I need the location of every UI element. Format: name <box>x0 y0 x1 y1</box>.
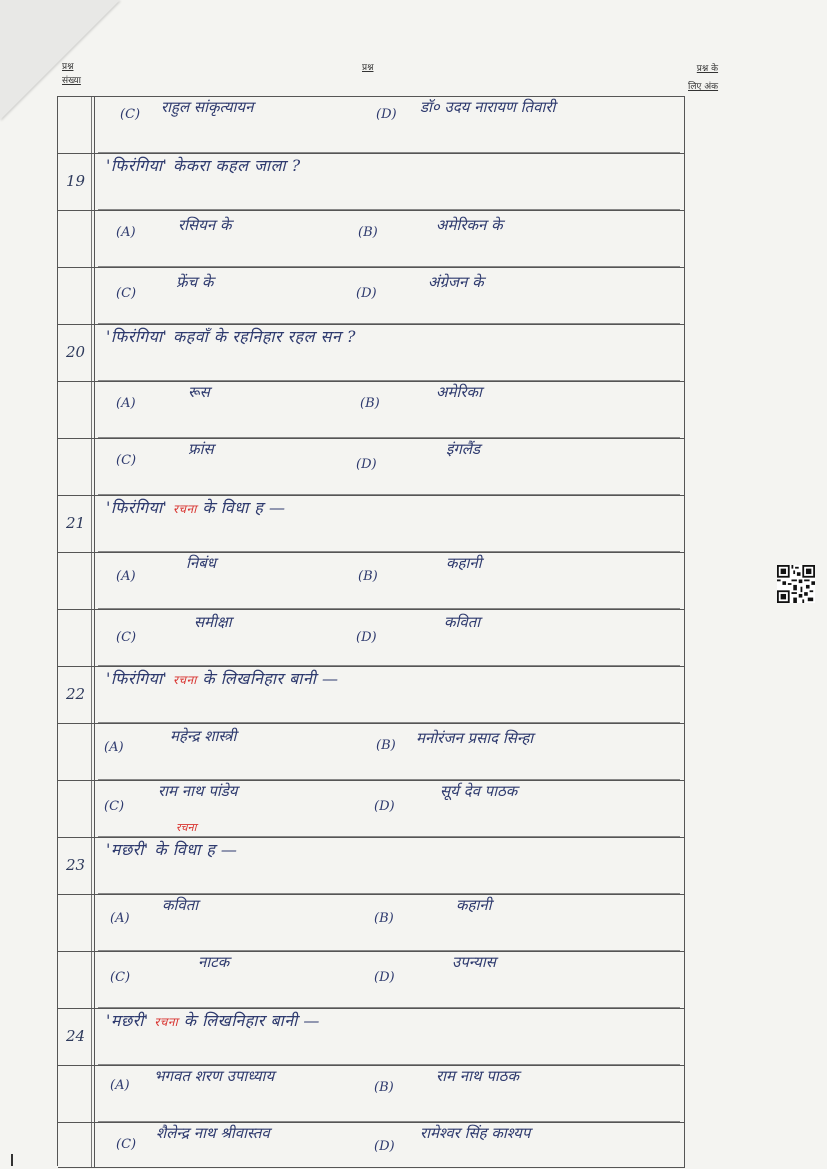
question-part: 'मछरी' <box>106 1011 149 1030</box>
question-part: के लिखनिहार बानी — <box>183 1011 320 1030</box>
question-number: 24 <box>66 1027 86 1045</box>
question-part: 'फिरंगिया' <box>106 498 168 517</box>
option-label: (D) <box>356 457 377 472</box>
number-cell <box>58 781 95 838</box>
number-cell <box>58 1066 95 1123</box>
question-number: 21 <box>66 514 86 532</box>
option-label: (A) <box>116 225 136 240</box>
question-text: 'मछरी' के विधा ह — <box>106 840 238 859</box>
option-label: (D) <box>374 799 395 814</box>
table-row <box>58 210 685 268</box>
table-row <box>58 1122 685 1168</box>
option-text: राम नाथ पांडेय <box>158 782 238 800</box>
table-row <box>58 96 685 154</box>
option-label: (A) <box>110 911 130 926</box>
number-cell <box>58 952 95 1009</box>
table-row <box>58 894 685 952</box>
red-correction: रचना <box>176 821 197 834</box>
number-cell <box>58 553 95 610</box>
option-label: (C) <box>110 970 131 985</box>
table-row <box>58 153 685 211</box>
option-text: अमेरिका <box>436 383 482 401</box>
option-label: (B) <box>358 225 378 240</box>
option-label: (B) <box>376 738 396 753</box>
number-cell <box>58 97 95 154</box>
table-row <box>58 609 685 667</box>
table-row <box>58 381 685 439</box>
red-correction: रचना <box>154 1015 179 1029</box>
option-label: (D) <box>356 286 377 301</box>
option-text: रसियन के <box>178 216 232 234</box>
option-text: सूर्य देव पाठक <box>440 782 518 800</box>
table-row <box>58 495 685 553</box>
option-text: कविता <box>162 896 199 914</box>
header-marks-line1: प्रश्न के <box>696 64 719 74</box>
number-cell <box>58 382 95 439</box>
question-number: 19 <box>66 172 86 190</box>
header-question: प्रश्न <box>362 63 374 73</box>
table-row <box>58 324 685 382</box>
number-cell <box>58 439 95 496</box>
table-row <box>58 821 685 895</box>
question-number: 22 <box>66 685 86 703</box>
header-num-line2: संख्या <box>62 76 81 86</box>
header-question-number <box>62 60 81 88</box>
option-label: (D) <box>374 1139 395 1154</box>
option-label: (B) <box>360 396 380 411</box>
option-text: मनोरंजन प्रसाद सिन्हा <box>416 729 534 747</box>
question-part: 'फिरंगिया' <box>106 669 168 688</box>
question-text: 'फिरंगिया' कहवाँ के रहनिहार रहल सन ? <box>106 327 356 346</box>
question-table <box>57 96 684 1166</box>
table-row <box>58 267 685 325</box>
option-text: फ्रांस <box>188 440 214 458</box>
table-row <box>58 1065 685 1123</box>
option-text: कहानी <box>446 554 482 572</box>
option-text: डॉ० उदय नारायण तिवारी <box>420 98 556 116</box>
option-label: (A) <box>110 1078 130 1093</box>
red-correction: रचना <box>173 502 197 516</box>
option-label: (A) <box>116 396 136 411</box>
option-label: (C) <box>116 286 137 301</box>
question-text <box>106 667 339 689</box>
question-text <box>106 496 285 518</box>
question-text: 'फिरंगिया' केकरा कहल जाला ? <box>106 156 301 175</box>
table-row <box>58 951 685 1009</box>
table-row <box>58 438 685 496</box>
header-num-line1: प्रश्न <box>62 62 74 72</box>
number-cell <box>58 610 95 667</box>
number-cell <box>58 211 95 268</box>
question-number: 23 <box>66 856 86 874</box>
option-text: समीक्षा <box>194 613 232 631</box>
option-text: शैलेन्द्र नाथ श्रीवास्तव <box>156 1124 270 1142</box>
question-number: 20 <box>66 343 86 361</box>
option-text: अमेरिकन के <box>436 216 503 234</box>
option-label: (D) <box>376 107 397 122</box>
red-correction: रचना <box>173 673 197 687</box>
option-text: फ्रेंच के <box>176 273 214 291</box>
option-label: (C) <box>116 453 137 468</box>
table-row <box>58 666 685 724</box>
number-cell <box>58 1123 95 1167</box>
option-label: (C) <box>116 630 137 645</box>
option-text: निबंध <box>186 554 217 572</box>
number-cell <box>58 895 95 952</box>
option-label: (A) <box>116 569 136 584</box>
option-text: इंगलैंड <box>446 440 481 458</box>
qr-code-icon <box>777 565 815 603</box>
option-text: कहानी <box>456 896 492 914</box>
option-text: नाटक <box>198 953 230 971</box>
option-text: भगवत शरण उपाध्याय <box>154 1067 275 1085</box>
option-text: राम नाथ पाठक <box>436 1067 519 1085</box>
option-label: (A) <box>104 740 124 755</box>
option-text: कविता <box>444 613 481 631</box>
option-label: (D) <box>356 630 377 645</box>
option-text: महेन्द्र शास्त्री <box>170 727 237 745</box>
option-text: उपन्यास <box>452 953 496 971</box>
option-text: रामेश्वर सिंह काश्यप <box>420 1124 531 1142</box>
number-cell <box>58 268 95 325</box>
table-row <box>58 723 685 781</box>
question-text <box>106 1009 320 1031</box>
table-row <box>58 552 685 610</box>
option-text: राहुल सांकृत्यायन <box>161 98 254 116</box>
table-row <box>58 780 685 838</box>
option-label: (C) <box>120 107 141 122</box>
option-label: (B) <box>374 1080 394 1095</box>
header-marks <box>688 60 718 96</box>
option-label: (C) <box>116 1137 137 1152</box>
option-label: (B) <box>358 569 378 584</box>
header-marks-line2: लिए अंक <box>688 82 719 92</box>
scan-edge-mark <box>11 1154 13 1166</box>
question-part: के लिखनिहार बानी — <box>202 669 339 688</box>
option-label: (D) <box>374 970 395 985</box>
table-row <box>58 1008 685 1066</box>
option-label: (B) <box>374 911 394 926</box>
question-part: के विधा ह — <box>202 498 286 517</box>
number-cell <box>58 724 95 781</box>
option-label: (C) <box>104 799 125 814</box>
option-text: रूस <box>188 383 210 401</box>
option-text: अंग्रेजन के <box>428 273 484 291</box>
